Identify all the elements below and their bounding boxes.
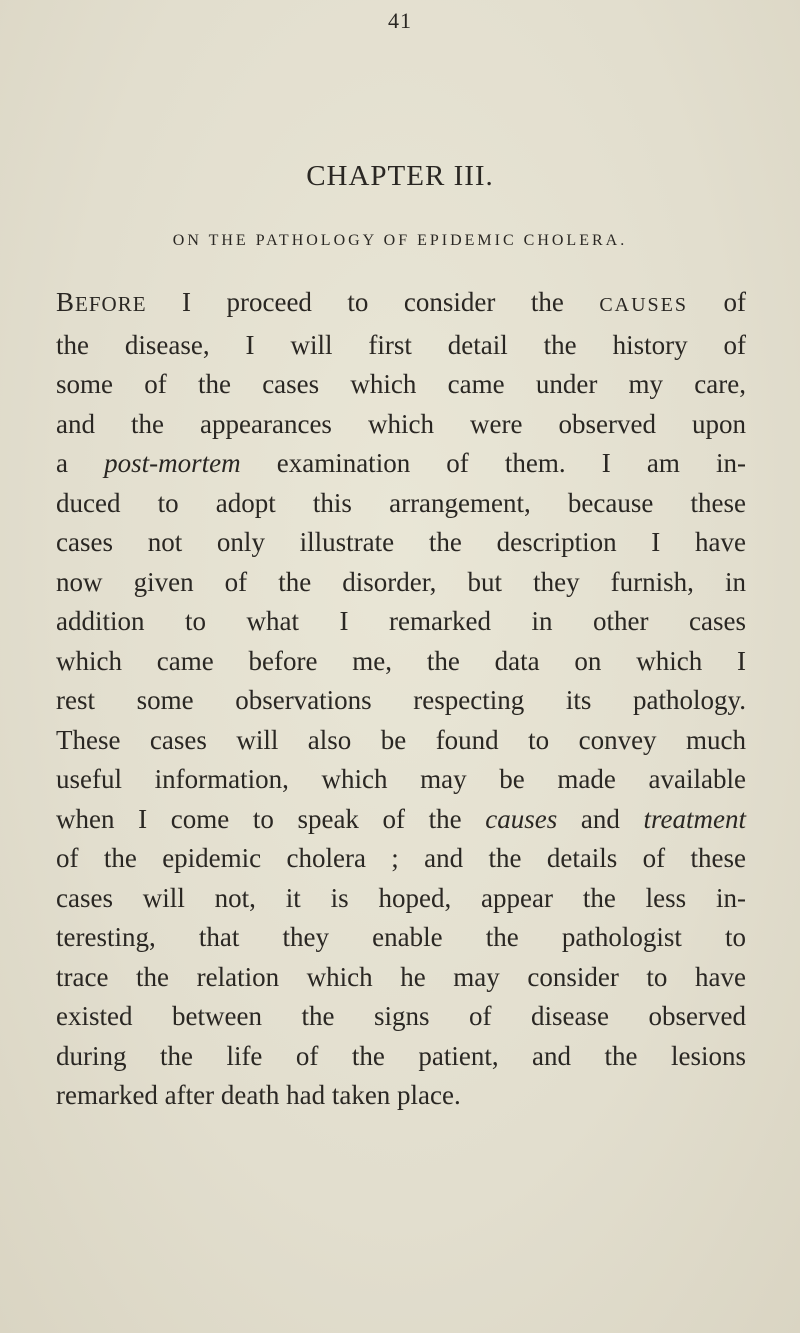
text-line [56,800,746,840]
italic-phrase: post-mortem [104,448,241,478]
text-line: existed between the signs of disease observed [56,1001,746,1031]
text-segment: and [557,803,644,834]
text-line: These cases will also be found to convey much [56,724,746,755]
text-line: remarked after death had taken place. [56,1080,461,1110]
text-line: and the appearances which were observed upon [56,408,746,439]
text-line: teresting, that they enable the pathologist to [56,922,746,952]
text-segment: examination of them. I am in- [240,448,747,478]
opening-initial: B [56,287,76,317]
opening-word [56,287,147,317]
text-line: the disease, I will first detail the history of [56,329,746,360]
text-segment: I proceed to consider the [146,287,600,317]
small-caps-word: CAUSES [599,294,689,316]
text-line: which came before me, the data on which I [56,645,746,676]
text-line: addition to what I remarked in other cases [56,606,746,636]
opening-word-rest: EFORE [75,292,147,316]
text-line: useful information, which may be made available [56,764,746,794]
text-line: of the epidemic cholera ; and the details of these [56,843,746,873]
text-line [56,444,746,484]
page-number: 41 [388,8,412,33]
italic-word: causes [485,803,558,834]
text-line: trace the relation which he may consider to have [56,961,746,992]
chapter-subtitle: ON THE PATHOLOGY OF EPIDEMIC CHOLERA. [172,232,628,249]
text-line [56,283,746,326]
body-paragraph [56,283,746,1116]
text-line: some of the cases which came under my care, [56,369,746,399]
text-line: cases will not, it is hoped, appear the less in- [56,882,746,913]
text-line: during the life of the patient, and the lesions [56,1040,746,1071]
text-segment: when I come to speak of the [56,803,486,834]
text-segment: a [56,448,105,478]
text-line: rest some observations respecting its pathology. [56,685,746,715]
text-line: duced to adopt this arrangement, because these [56,487,746,518]
text-segment: of [688,287,747,317]
chapter-title: CHAPTER III. [306,160,494,192]
text-line: now given of the disorder, but they furnish, in [56,566,746,597]
italic-word: treatment [643,803,747,834]
text-line: cases not only illustrate the description I have [56,527,746,557]
